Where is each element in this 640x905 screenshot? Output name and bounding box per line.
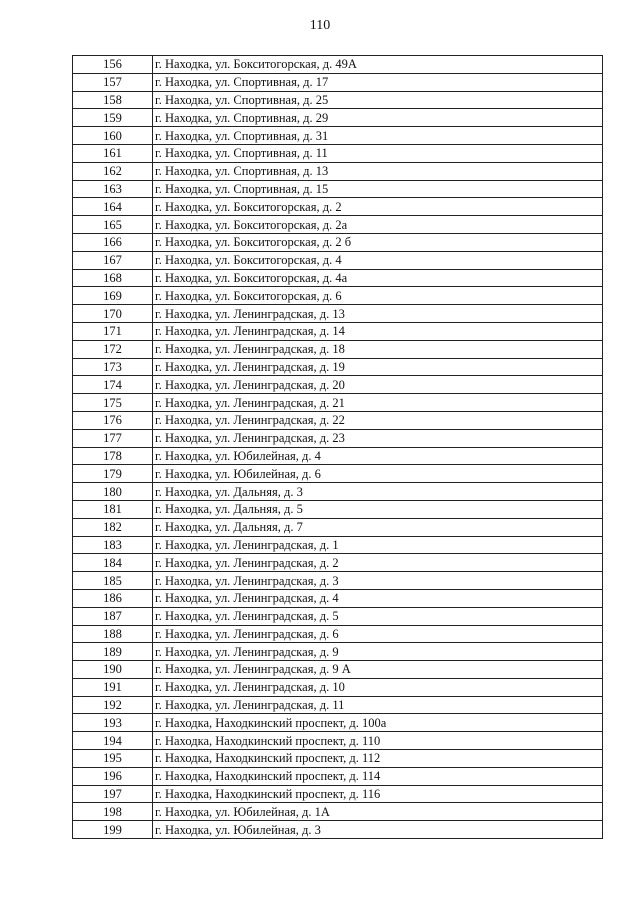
row-address: г. Находка, ул. Ленинградская, д. 5 xyxy=(153,607,603,625)
row-number: 160 xyxy=(73,127,153,145)
table-row xyxy=(73,340,603,358)
table-row xyxy=(73,198,603,216)
row-address: г. Находка, ул. Ленинградская, д. 11 xyxy=(153,696,603,714)
row-address: г. Находка, ул. Ленинградская, д. 18 xyxy=(153,340,603,358)
row-number: 166 xyxy=(73,233,153,251)
row-address: г. Находка, ул. Ленинградская, д. 1 xyxy=(153,536,603,554)
table-row xyxy=(73,358,603,376)
table-row xyxy=(73,465,603,483)
row-address: г. Находка, ул. Ленинградская, д. 14 xyxy=(153,322,603,340)
address-table xyxy=(72,55,603,839)
table-row xyxy=(73,678,603,696)
table-row xyxy=(73,447,603,465)
table-row xyxy=(73,411,603,429)
table-row xyxy=(73,607,603,625)
row-address: г. Находка, ул. Ленинградская, д. 4 xyxy=(153,589,603,607)
table-row xyxy=(73,589,603,607)
row-number: 194 xyxy=(73,732,153,750)
row-address: г. Находка, ул. Юбилейная, д. 4 xyxy=(153,447,603,465)
row-address: г. Находка, ул. Ленинградская, д. 3 xyxy=(153,572,603,590)
row-number: 181 xyxy=(73,500,153,518)
table-row xyxy=(73,73,603,91)
address-table-wrapper xyxy=(72,55,602,839)
table-row xyxy=(73,750,603,768)
table-row xyxy=(73,643,603,661)
row-number: 199 xyxy=(73,821,153,839)
row-address: г. Находка, Находкинский проспект, д. 110 xyxy=(153,732,603,750)
row-number: 156 xyxy=(73,56,153,74)
table-row xyxy=(73,180,603,198)
row-address: г. Находка, ул. Юбилейная, д. 6 xyxy=(153,465,603,483)
row-address: г. Находка, ул. Спортивная, д. 11 xyxy=(153,144,603,162)
row-address: г. Находка, ул. Ленинградская, д. 23 xyxy=(153,429,603,447)
row-address: г. Находка, Находкинский проспект, д. 116 xyxy=(153,785,603,803)
table-row xyxy=(73,127,603,145)
row-address: г. Находка, ул. Бокситогорская, д. 49А xyxy=(153,56,603,74)
table-row xyxy=(73,803,603,821)
row-address: г. Находка, ул. Юбилейная, д. 3 xyxy=(153,821,603,839)
row-number: 172 xyxy=(73,340,153,358)
row-number: 178 xyxy=(73,447,153,465)
row-number: 163 xyxy=(73,180,153,198)
row-address: г. Находка, ул. Спортивная, д. 25 xyxy=(153,91,603,109)
row-address: г. Находка, ул. Бокситогорская, д. 4а xyxy=(153,269,603,287)
table-row xyxy=(73,376,603,394)
row-number: 179 xyxy=(73,465,153,483)
row-number: 173 xyxy=(73,358,153,376)
row-address: г. Находка, Находкинский проспект, д. 114 xyxy=(153,767,603,785)
table-row xyxy=(73,233,603,251)
row-number: 171 xyxy=(73,322,153,340)
row-number: 191 xyxy=(73,678,153,696)
row-address: г. Находка, ул. Ленинградская, д. 9 А xyxy=(153,661,603,679)
table-row xyxy=(73,483,603,501)
row-address: г. Находка, ул. Ленинградская, д. 6 xyxy=(153,625,603,643)
row-address: г. Находка, ул. Спортивная, д. 29 xyxy=(153,109,603,127)
row-number: 158 xyxy=(73,91,153,109)
table-row xyxy=(73,554,603,572)
row-number: 187 xyxy=(73,607,153,625)
row-number: 189 xyxy=(73,643,153,661)
row-address: г. Находка, ул. Юбилейная, д. 1А xyxy=(153,803,603,821)
row-address: г. Находка, ул. Ленинградская, д. 19 xyxy=(153,358,603,376)
table-row xyxy=(73,821,603,839)
table-row xyxy=(73,767,603,785)
row-address: г. Находка, ул. Дальняя, д. 7 xyxy=(153,518,603,536)
table-row xyxy=(73,56,603,74)
row-number: 184 xyxy=(73,554,153,572)
table-row xyxy=(73,322,603,340)
row-number: 180 xyxy=(73,483,153,501)
row-address: г. Находка, ул. Спортивная, д. 31 xyxy=(153,127,603,145)
row-number: 186 xyxy=(73,589,153,607)
row-number: 176 xyxy=(73,411,153,429)
row-address: г. Находка, ул. Ленинградская, д. 13 xyxy=(153,305,603,323)
row-number: 183 xyxy=(73,536,153,554)
table-row xyxy=(73,216,603,234)
row-number: 185 xyxy=(73,572,153,590)
row-address: г. Находка, ул. Спортивная, д. 17 xyxy=(153,73,603,91)
row-address: г. Находка, ул. Спортивная, д. 13 xyxy=(153,162,603,180)
table-row xyxy=(73,269,603,287)
row-address: г. Находка, ул. Ленинградская, д. 22 xyxy=(153,411,603,429)
table-row xyxy=(73,536,603,554)
row-address: г. Находка, ул. Бокситогорская, д. 2а xyxy=(153,216,603,234)
row-number: 182 xyxy=(73,518,153,536)
row-address: г. Находка, ул. Спортивная, д. 15 xyxy=(153,180,603,198)
row-address: г. Находка, ул. Дальняя, д. 3 xyxy=(153,483,603,501)
address-table-body xyxy=(73,56,603,839)
row-number: 192 xyxy=(73,696,153,714)
row-number: 169 xyxy=(73,287,153,305)
table-row xyxy=(73,732,603,750)
table-row xyxy=(73,162,603,180)
table-row xyxy=(73,394,603,412)
table-row xyxy=(73,500,603,518)
row-number: 162 xyxy=(73,162,153,180)
row-number: 170 xyxy=(73,305,153,323)
row-address: г. Находка, Находкинский проспект, д. 112 xyxy=(153,750,603,768)
table-row xyxy=(73,287,603,305)
row-address: г. Находка, ул. Бокситогорская, д. 6 xyxy=(153,287,603,305)
row-address: г. Находка, ул. Бокситогорская, д. 4 xyxy=(153,251,603,269)
row-number: 177 xyxy=(73,429,153,447)
page-number: 110 xyxy=(309,18,331,33)
table-row xyxy=(73,518,603,536)
row-address: г. Находка, ул. Дальняя, д. 5 xyxy=(153,500,603,518)
row-address: г. Находка, ул. Ленинградская, д. 21 xyxy=(153,394,603,412)
table-row xyxy=(73,429,603,447)
table-row xyxy=(73,251,603,269)
row-address: г. Находка, ул. Ленинградская, д. 2 xyxy=(153,554,603,572)
row-number: 197 xyxy=(73,785,153,803)
table-row xyxy=(73,696,603,714)
table-row xyxy=(73,109,603,127)
row-number: 165 xyxy=(73,216,153,234)
row-number: 196 xyxy=(73,767,153,785)
row-number: 198 xyxy=(73,803,153,821)
table-row xyxy=(73,144,603,162)
row-number: 157 xyxy=(73,73,153,91)
row-address: г. Находка, ул. Бокситогорская, д. 2 xyxy=(153,198,603,216)
row-number: 161 xyxy=(73,144,153,162)
row-address: г. Находка, ул. Ленинградская, д. 9 xyxy=(153,643,603,661)
table-row xyxy=(73,91,603,109)
row-number: 168 xyxy=(73,269,153,287)
row-number: 188 xyxy=(73,625,153,643)
row-number: 159 xyxy=(73,109,153,127)
table-row xyxy=(73,661,603,679)
row-number: 190 xyxy=(73,661,153,679)
table-row xyxy=(73,625,603,643)
row-number: 193 xyxy=(73,714,153,732)
row-number: 164 xyxy=(73,198,153,216)
row-address: г. Находка, ул. Ленинградская, д. 10 xyxy=(153,678,603,696)
table-row xyxy=(73,785,603,803)
table-row xyxy=(73,714,603,732)
row-number: 174 xyxy=(73,376,153,394)
table-row xyxy=(73,572,603,590)
row-address: г. Находка, ул. Бокситогорская, д. 2 б xyxy=(153,233,603,251)
table-row xyxy=(73,305,603,323)
row-number: 167 xyxy=(73,251,153,269)
row-address: г. Находка, Находкинский проспект, д. 100а xyxy=(153,714,603,732)
row-number: 195 xyxy=(73,750,153,768)
row-number: 175 xyxy=(73,394,153,412)
row-address: г. Находка, ул. Ленинградская, д. 20 xyxy=(153,376,603,394)
